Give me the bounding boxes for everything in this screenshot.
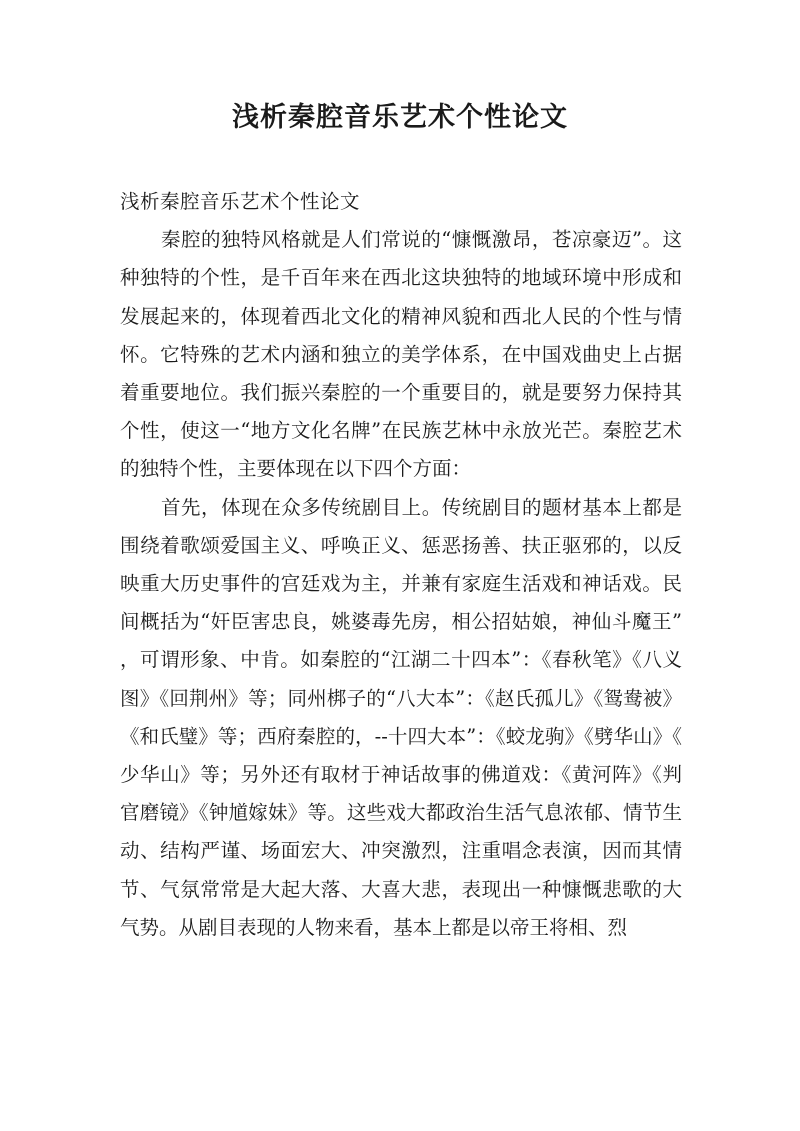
page-title: 浅析秦腔音乐艺术个性论文: [232, 102, 568, 133]
paragraph-intro: 秦腔的独特风格就是人们常说的“慷慨激昂，苍凉豪迈”。这种独特的个性，是千百年来在西北这块独特的地域环境中形成和发展起来的，体现着西北文化的精神风貌和西北人民的个性与情怀。它特殊的艺术内涵和独立的美学体系，在中国戏曲史上占据着重要地位。我们振兴秦腔的一个重要目的，就是要努力保持其个性，使这一“地方文化名牌”在民族艺林中永放光芒。秦腔艺术的独特个性，主要体现在以下四个方面：: [120, 228, 682, 481]
document-body: [120, 183, 682, 947]
paragraph-first-aspect: 首先，体现在众多传统剧目上。传统剧目的题材基本上都是围绕着歌颂爱国主义、呼唤正义、惩恶扬善、扶正驱邪的，以反映重大历史事件的宫廷戏为主，并兼有家庭生活戏和神话戏。民间概括为“奸臣害忠良，姚婆毒先房，相公招姑娘，神仙斗魔王”，可谓形象、中肯。如秦腔的“江湖二十四本”：《春秋笔》《八义图》《回荆州》等；同州梆子的“八大本”：《赵氏孤儿》《鸳鸯被》《和氏璧》等；西府秦腔的，--十四大本”：《蛟龙驹》《劈华山》《少华山》等；另外还有取材于神话故事的佛道戏：《黄河阵》《判官磨镜》《钟馗嫁妹》等。这些戏大都政治生活气息浓郁、情节生动、结构严谨、场面宏大、冲突激烈，注重唱念表演，因而其情节、气氛常常是大起大落、大喜大悲，表现出一种慷慨悲歌的大气势。从剧目表现的人物来看，基本上都是以帝王将相、烈: [120, 495, 682, 939]
document-subtitle: 浅析秦腔音乐艺术个性论文: [120, 190, 361, 213]
